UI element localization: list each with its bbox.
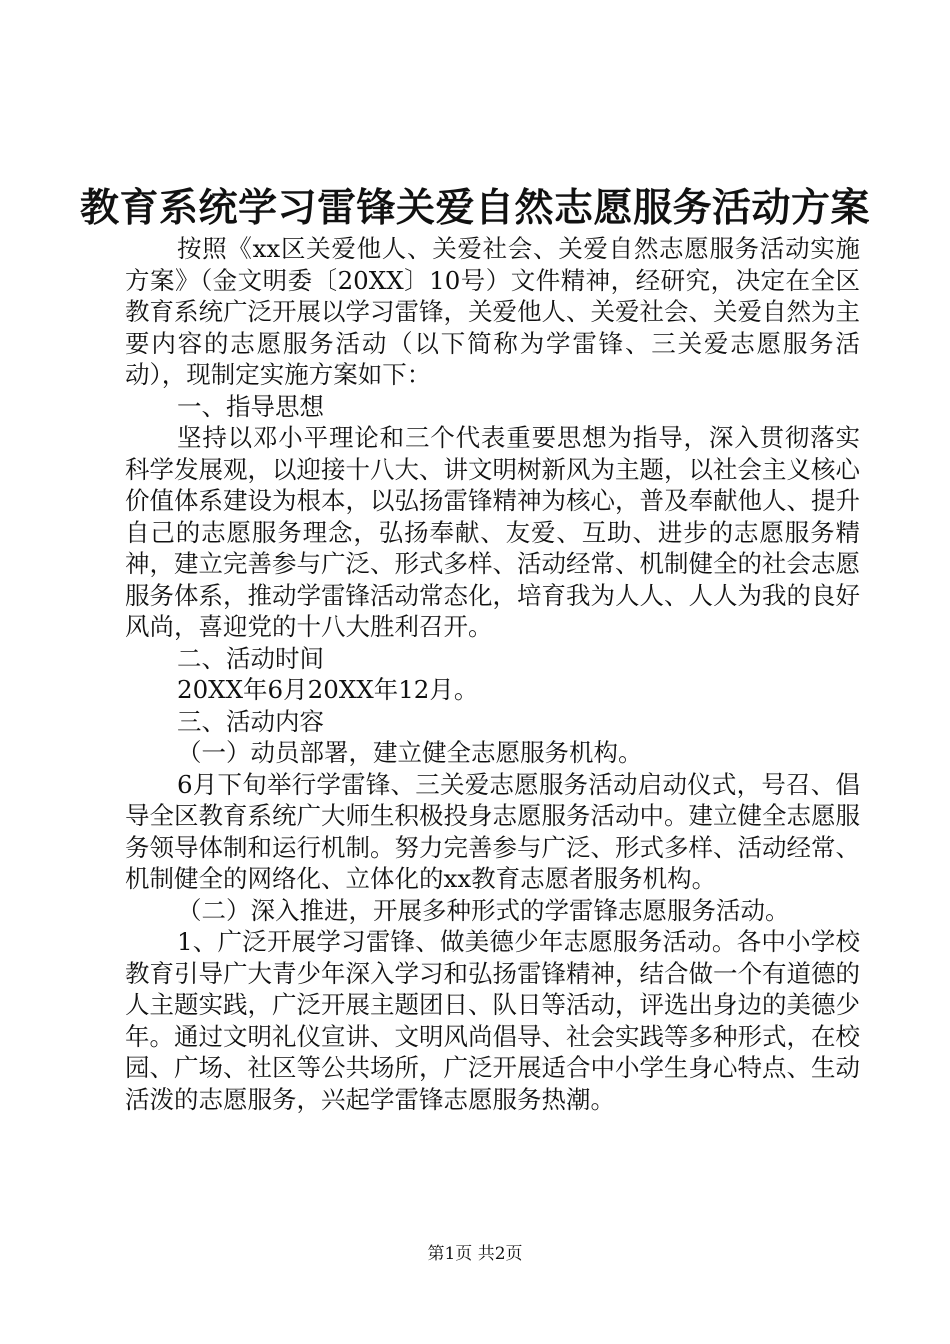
document-body	[125, 233, 860, 1115]
subsection-heading-2: （二）深入推进，开展多种形式的学雷锋志愿服务活动。	[177, 895, 790, 925]
section-heading-activity-time: 二、活动时间	[177, 643, 324, 673]
activity-time-paragraph: 20XX年6月20XX年12月。	[177, 675, 479, 704]
guiding-thought-paragraph: 坚持以邓小平理论和三个代表重要思想为指导，深入贯彻落实科学发展观，以迎接十八大、讲文明树新风为主题，以社会主义核心价值体系建设为根本，以弘扬雷锋精神为核心，普及奉献他人、提升自己的志愿服务理念，弘扬奉献、友爱、互助、进步的志愿服务精神，建立完善参与广泛、形式多样、活动经常、机制健全的社会志愿服务体系，推动学雷锋活动常态化，培育我为人人、人人为我的良好风尚，喜迎党的十八大胜利召开。	[125, 423, 860, 641]
subsection-1-paragraph: 6月下旬举行学雷锋、三关爱志愿服务活动启动仪式，号召、倡导全区教育系统广大师生积极投身志愿服务活动中。建立健全志愿服务领导体制和运行机制。努力完善参与广泛、形式多样、活动经常、机制健全的网络化、立体化的xx教育志愿者服务机构。	[125, 769, 860, 893]
section-heading-activity-content: 三、活动内容	[177, 706, 324, 736]
page-number-footer: 第1页 共2页	[427, 1244, 523, 1264]
document-title: 教育系统学习雷锋关爱自然志愿服务活动方案	[79, 186, 870, 231]
intro-paragraph: 按照《xx区关爱他人、关爱社会、关爱自然志愿服务活动实施方案》（金文明委〔20XX〕10号）文件精神，经研究，决定在全区教育系统广泛开展以学习雷锋，关爱他人、关爱社会、关爱自然为主要内容的志愿服务活动（以下简称为学雷锋、三关爱志愿服务活动），现制定实施方案如下：	[125, 234, 860, 389]
item-1-paragraph: 1、广泛开展学习雷锋、做美德少年志愿服务活动。各中小学校教育引导广大青少年深入学习和弘扬雷锋精神，结合做一个有道德的人主题实践，广泛开展主题团日、队日等活动，评选出身边的美德少年。通过文明礼仪宣讲、文明风尚倡导、社会实践等多种形式，在校园、广场、社区等公共场所，广泛开展适合中小学生身心特点、生动活泼的志愿服务，兴起学雷锋志愿服务热潮。	[125, 927, 860, 1114]
section-heading-guiding-thought: 一、指导思想	[177, 391, 324, 421]
subsection-heading-1: （一）动员部署，建立健全志愿服务机构。	[177, 738, 643, 767]
